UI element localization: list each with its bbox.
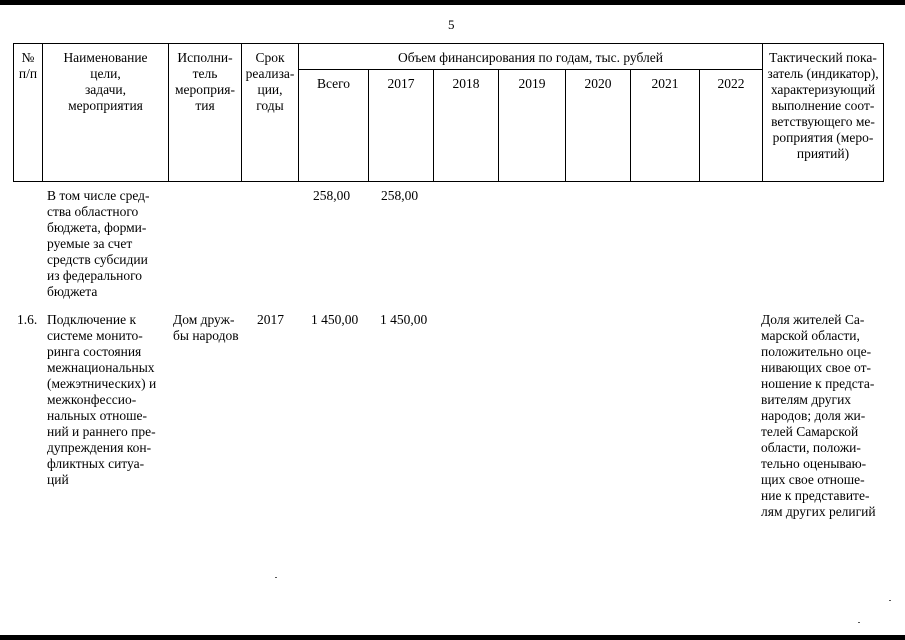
header-num: № п/п: [18, 50, 38, 81]
table-top-line: [13, 43, 883, 44]
bottom-border: [0, 635, 905, 640]
scan-speck: [858, 622, 860, 623]
scan-speck: [889, 600, 891, 601]
header-executor: Исполни- тель мероприя- тия: [175, 50, 235, 113]
row-total: 258,00: [313, 188, 351, 203]
row-2017: 258,00: [381, 188, 419, 203]
header-year-2022: 2022: [717, 76, 745, 91]
header-year-2019: 2019: [518, 76, 546, 91]
row-indicator: Доля жителей Са- марской области, положительно оце- нивающих свое от- ношение к предста- вителям других народов; доля жи- телей Самарской области, положи- тельно оценываю- щих свое отноше- ние к представите- лям других религий: [761, 312, 876, 519]
row-name: В том числе сред- ства областного бюджета, форми- руемые за счет средств субсидии из федерального бюджета: [47, 188, 150, 299]
scan-speck: [275, 577, 277, 578]
page-number: 5: [448, 17, 455, 32]
header-year-2020: 2020: [584, 76, 612, 91]
header-term: Срок реализа- ции, годы: [245, 50, 295, 113]
header-name: Наименование цели, задачи, мероприятия: [63, 50, 148, 113]
header-year-2017: 2017: [387, 76, 415, 91]
header-bottom-line: [13, 181, 883, 182]
top-border: [0, 0, 905, 5]
row-executor: Дом друж- бы народов: [173, 312, 239, 343]
row-num: 1.6.: [17, 312, 38, 327]
row-total: 1 450,00: [311, 312, 359, 327]
row-2017: 1 450,00: [380, 312, 428, 327]
header-indicator: Тактический пока- затель (индикатор), характеризующий выполнение соот- ветствующего ме- роприятия (меро- приятий): [767, 50, 879, 161]
header-year-2021: 2021: [651, 76, 679, 91]
row-name: Подключение к системе монито- ринга состояния межнациональных (межэтнических) и межконфессио- нальных отноше- ний и раннего пре- дупреждения кон- фликтных ситуа- ций: [47, 312, 157, 487]
row-term: 2017: [257, 312, 284, 327]
header-year-2018: 2018: [452, 76, 480, 91]
header-funding-title: Объем финансирования по годам, тыс. рублей: [398, 50, 663, 65]
header-total: Всего: [316, 76, 351, 91]
